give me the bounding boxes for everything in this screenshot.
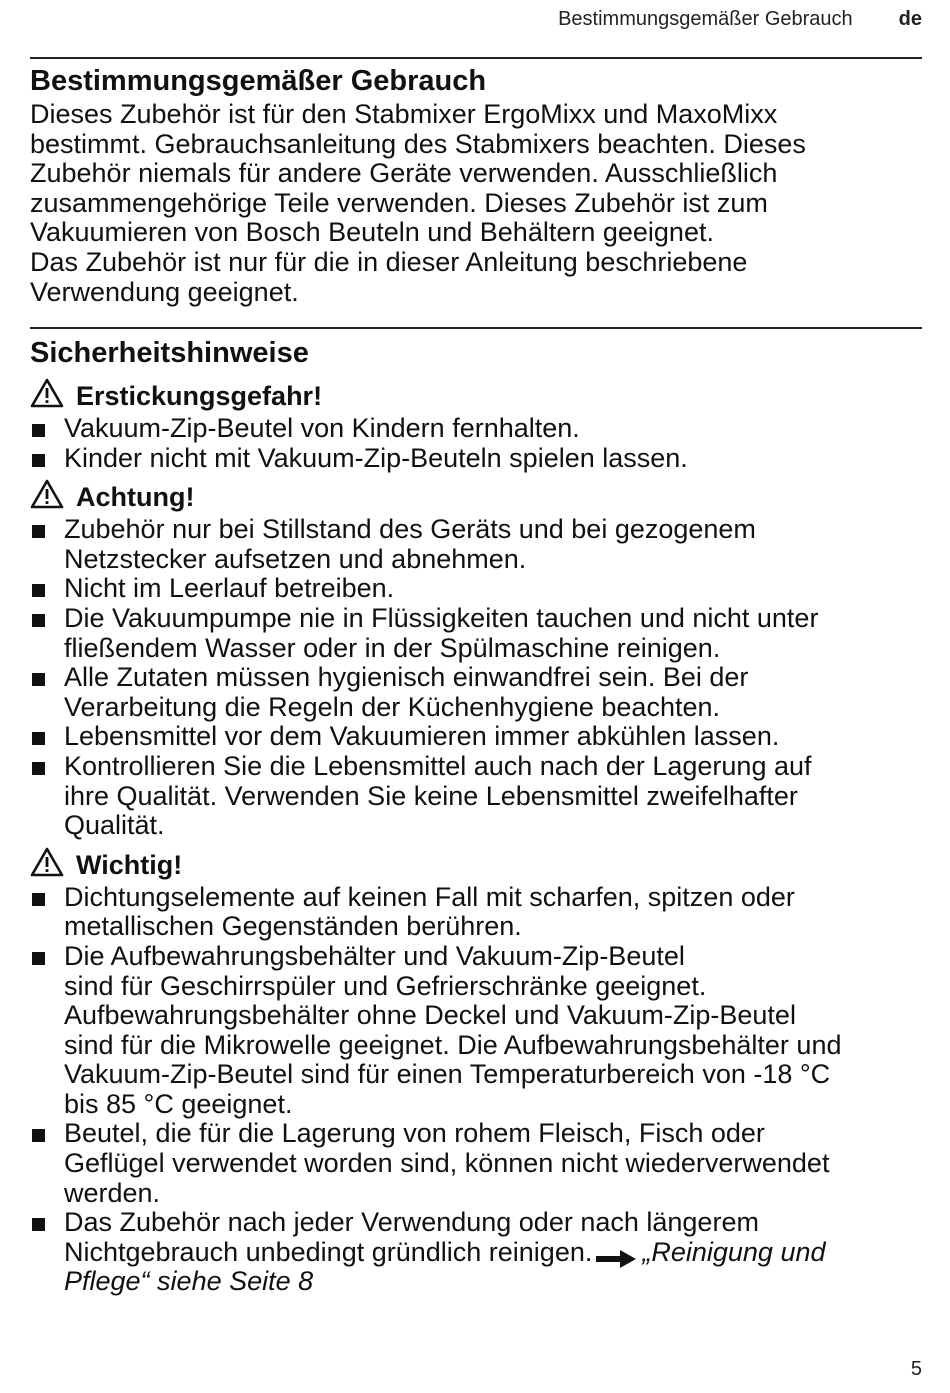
warning-list — [30, 883, 922, 1297]
bullet-icon — [32, 525, 45, 538]
text-line: Netzstecker aufsetzen und abnehmen. — [64, 543, 527, 574]
list-item — [30, 883, 922, 942]
text-line: Zubehör nur bei Stillstand des Geräts und bei gezogenem — [64, 514, 756, 545]
bullet-icon — [32, 952, 45, 965]
text-line: fließendem Wasser oder in der Spülmaschine reinigen. — [64, 632, 721, 663]
text-line: sind für die Mikrowelle geeignet. Die Aufbewahrungsbehälter und — [64, 1029, 842, 1060]
text-line: Lebensmittel vor dem Vakuumieren immer abkühlen lassen. — [64, 721, 780, 752]
list-item — [30, 515, 922, 574]
running-header-title: Bestimmungsgemäßer Gebrauch — [558, 7, 853, 30]
text-line: Das Zubehör ist nur für die in dieser Anleitung beschriebene — [30, 246, 748, 277]
bullet-icon — [32, 424, 45, 437]
warning-triangle-icon — [30, 378, 76, 414]
running-header — [30, 6, 922, 32]
text-line: Aufbewahrungsbehälter ohne Deckel und Vakuum-Zip-Beutel — [64, 1000, 796, 1031]
warning-triangle-icon — [30, 479, 76, 515]
text-line: Vakuumieren von Bosch Beuteln und Behältern geeignet. — [30, 217, 714, 248]
text-line: Dieses Zubehör ist für den Stabmixer ErgoMixx und MaxoMixx — [30, 99, 778, 129]
text-line: Geflügel verwendet worden sind, können nicht wiederverwendet — [64, 1148, 830, 1179]
text-line: zusammengehörige Teile verwenden. Dieses Zubehör ist zum — [30, 187, 768, 218]
text-line: ihre Qualität. Verwenden Sie keine Lebensmittel zweifelhafter — [64, 780, 798, 811]
intended-use-heading: Bestimmungsgemäßer Gebrauch — [30, 65, 487, 97]
text-line: Kontrollieren Sie die Lebensmittel auch nach der Lagerung auf — [64, 750, 812, 781]
text-line: Zubehör niemals für andere Geräte verwenden. Ausschließlich — [30, 158, 778, 189]
warning-triangle-icon — [30, 847, 76, 883]
safety-heading: Sicherheitshinweise — [30, 337, 309, 369]
bullet-icon — [32, 614, 45, 627]
bullet-icon — [32, 762, 45, 775]
text-line: bestimmt. Gebrauchsanleitung des Stabmixers beachten. Dieses — [30, 128, 806, 159]
warning-label — [30, 378, 922, 414]
list-item — [30, 444, 922, 474]
warning-title: Achtung! — [76, 482, 195, 513]
text-line: Qualität. — [64, 810, 165, 841]
safety-section — [30, 336, 922, 1297]
bullet-icon — [32, 1129, 45, 1142]
cross-reference-link[interactable]: „Reinigung und — [642, 1236, 826, 1267]
text-line: Das Zubehör nach jeder Verwendung oder nach längerem — [64, 1207, 759, 1238]
safety-groups — [30, 378, 922, 1297]
cross-reference-link[interactable]: Pflege“ siehe Seite 8 — [64, 1266, 314, 1297]
list-item — [30, 574, 922, 604]
warning-title: Wichtig! — [76, 849, 183, 880]
text-line: Die Aufbewahrungsbehälter und Vakuum-Zip-Beutel — [64, 940, 685, 971]
page-number: 5 — [910, 1358, 922, 1380]
text-line: Vakuum-Zip-Beutel sind für einen Temperaturbereich von -18 °C — [64, 1059, 831, 1090]
warning-title: Erstickungsgefahr! — [76, 381, 323, 411]
list-item — [30, 604, 922, 663]
list-item — [30, 1119, 922, 1208]
text-line: Vakuum-Zip-Beutel von Kindern fernhalten. — [64, 413, 580, 443]
section-divider — [30, 57, 922, 59]
text-line: Nicht im Leerlauf betreiben. — [64, 573, 395, 604]
list-item — [30, 414, 922, 444]
text-line: Nichtgebrauch unbedingt gründlich reinigen. — [64, 1236, 593, 1267]
language-code: de — [898, 7, 922, 30]
text-line: Verwendung geeignet. — [30, 276, 299, 307]
text-line: Kinder nicht mit Vakuum-Zip-Beuteln spielen lassen. — [64, 442, 688, 473]
text-line: Alle Zutaten müssen hygienisch einwandfrei sein. Bei der — [64, 662, 749, 693]
warning-label — [30, 479, 922, 515]
bullet-icon — [32, 732, 45, 745]
warning-label — [30, 847, 922, 883]
section-divider — [30, 327, 922, 329]
text-line: bis 85 °C geeignet. — [64, 1088, 293, 1119]
warning-list — [30, 414, 922, 473]
text-line: Verarbeitung die Regeln der Küchenhygiene beachten. — [64, 691, 720, 722]
intended-use-paragraph — [30, 100, 922, 307]
intended-use-section — [30, 64, 922, 307]
list-item — [30, 752, 922, 841]
bullet-icon — [32, 1218, 45, 1231]
bullet-icon — [32, 673, 45, 686]
list-item — [30, 722, 922, 752]
warning-list — [30, 515, 922, 841]
text-line: werden. — [64, 1177, 161, 1208]
bullet-icon — [32, 893, 45, 906]
arrow-right-icon — [596, 1245, 636, 1263]
list-item — [30, 663, 922, 722]
text-line: sind für Geschirrspüler und Gefrierschränke geeignet. — [64, 970, 707, 1001]
text-line: Dichtungselemente auf keinen Fall mit scharfen, spitzen oder — [64, 881, 795, 912]
list-item — [30, 942, 922, 1120]
text-line: Beutel, die für die Lagerung von rohem Fleisch, Fisch oder — [64, 1118, 765, 1149]
text-line: metallischen Gegenständen berühren. — [64, 911, 522, 942]
list-item — [30, 1208, 922, 1297]
text-line: Die Vakuumpumpe nie in Flüssigkeiten tauchen und nicht unter — [64, 602, 819, 633]
bullet-icon — [32, 454, 45, 467]
bullet-icon — [32, 584, 45, 597]
